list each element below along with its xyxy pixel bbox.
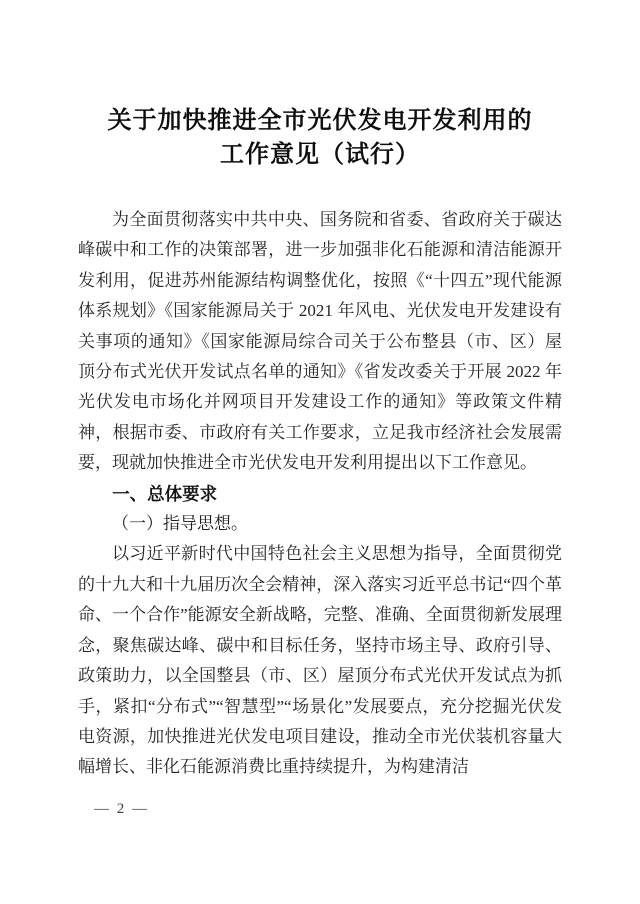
document-title-line-1: 关于加快推进全市光伏发电开发利用的	[107, 108, 533, 134]
document-body	[78, 205, 562, 783]
document-title	[78, 104, 562, 172]
section-heading-overall-requirements: 一、总体要求	[112, 483, 218, 504]
document-title-line-2: 工作意见（试行）	[220, 142, 420, 168]
paragraph-guiding-ideology-body: 以习近平新时代中国特色社会主义思想为指导，全面贯彻党的十九大和十九届历次全会精神，深入落实习近平总书记“四个革命、一个合作”能源安全新战略，完整、准确、全面贯彻新发展理念，聚焦碳达峰、碳中和目标任务，坚持市场主导、政府引导、政策助力，以全国整县（市、区）屋顶分布式光伏开发试点为抓手，紧扣“分布式”“智慧型”“场景化”发展要点，充分挖掘光伏发电资源，加快推进光伏发电项目建设，推动全市光伏装机容量大幅增长、非化石能源消费比重持续提升，为构建清洁	[78, 544, 562, 777]
paragraph-preamble: 为全面贯彻落实中共中央、国务院和省委、省政府关于碳达峰碳中和工作的决策部署，进一步加强非化石能源和清洁能源开发利用，促进苏州能源结构调整优化，按照《“十四五”现代能源体系规划》《国家能源局关于 2021 年风电、光伏发电开发建设有关事项的通知》《国家能源局综合司关于公布整县（市、区）屋顶分布式光伏开发试点名单的通知》《省发改委关于开展 2022 年光伏发电市场化并网项目开发建设工作的通知》等政策文件精神，根据市委、市政府有关工作要求，立足我市经济社会发展需要，现就加快推进全市光伏发电开发利用提出以下工作意见。	[78, 210, 562, 473]
page-number: — 2 —	[94, 801, 149, 817]
subsection-heading-guiding-ideology: （一）指导思想。	[112, 514, 248, 534]
